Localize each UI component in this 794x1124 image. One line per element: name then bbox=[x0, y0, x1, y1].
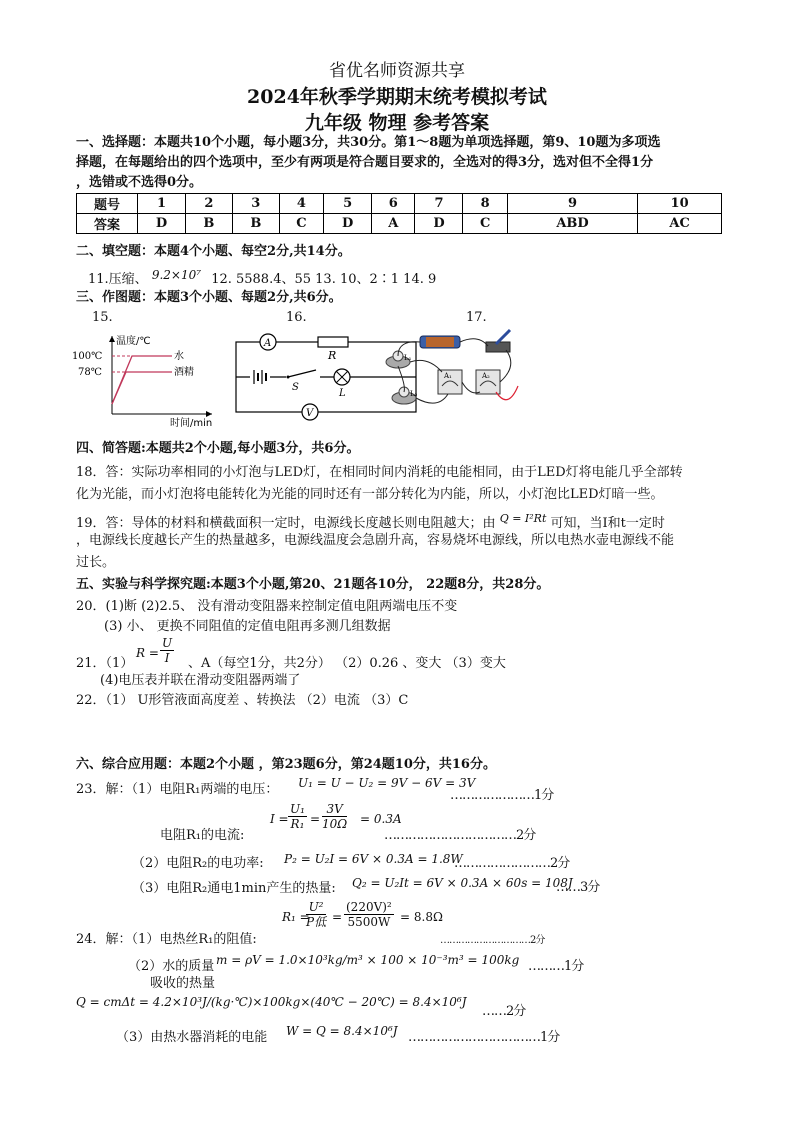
s5-title: 五、实验与科学探究题:本题3个小题,第20、21题各10分， 22题8分，共28分。 bbox=[76, 577, 550, 592]
q24-step1-score: …………………………2分 bbox=[440, 935, 545, 946]
answer-cell: AC bbox=[638, 214, 722, 234]
label-16: 16. bbox=[286, 310, 307, 325]
q23-step2-label: （2）电阻R₂的电功率: bbox=[132, 856, 264, 871]
q23-frac1 bbox=[288, 802, 307, 831]
label-17: 17. bbox=[466, 310, 487, 325]
question-number: 5 bbox=[324, 194, 372, 214]
q23-current-label: 电阻R₁的电流: bbox=[160, 828, 245, 843]
answer-cell: B bbox=[232, 214, 279, 234]
s1-intro-3: ，选错或不选得0分。 bbox=[76, 175, 203, 190]
answer-11b: 9.2×10⁷ bbox=[151, 268, 202, 282]
q23-step2-formula: P₂ = U₂I = 6V × 0.3A = 1.8W bbox=[284, 852, 463, 866]
photo-a2: A₂ bbox=[482, 372, 490, 380]
answer-key-title: 九年级 物理 参考答案 bbox=[304, 112, 490, 134]
question-number: 7 bbox=[415, 194, 463, 214]
answer-cell: C bbox=[463, 214, 507, 234]
graph-water: 水 bbox=[174, 351, 184, 362]
graph-100: 100℃ bbox=[72, 351, 103, 362]
graph-78: 78℃ bbox=[78, 367, 102, 378]
answer-cell: C bbox=[279, 214, 323, 234]
answer-table bbox=[76, 193, 722, 234]
q21-numerator: U bbox=[162, 636, 173, 650]
q19-text-b: 可知，当I和t一定时 bbox=[550, 516, 665, 531]
answer-cell: A bbox=[372, 214, 415, 234]
q24-heat-formula: Q = cmΔt = 4.2×10³J/(kg·℃)×100kg×(40℃ − 20℃) = 8.4×10⁶J bbox=[76, 995, 467, 1009]
answer-label: 答案 bbox=[77, 214, 138, 234]
q24-step2-score: ………1分 bbox=[528, 959, 584, 974]
s6-title: 六、综合应用题：本题2个小题 ，第23题6分，第24题10分，共16分。 bbox=[76, 757, 496, 772]
q23-step3-label: （3）电阻R₂通电1min产生的热量: bbox=[132, 881, 336, 896]
resistor-label: R bbox=[328, 349, 337, 362]
q21-prefix: 21．（1） bbox=[76, 656, 134, 671]
q24-step3-label: （3）由热水器消耗的电能 bbox=[116, 1030, 268, 1045]
source-line: 省优名师资源共享 bbox=[329, 61, 465, 81]
q23-step1-score: …………………1分 bbox=[450, 788, 554, 803]
q23-step1-formula: U₁ = U − U₂ = 9V − 6V = 3V bbox=[298, 776, 476, 790]
q21-formula-fraction bbox=[160, 636, 174, 665]
answer-table-number-row bbox=[77, 194, 722, 214]
q24-heat-label: 吸收的热量 bbox=[150, 976, 216, 991]
q19-line1 bbox=[76, 510, 665, 533]
q18-line1: 18．答：实际功率相同的小灯泡与LED灯，在相同时间内消耗的电能相同，由于LED灯将电能几乎全部转 bbox=[76, 465, 683, 480]
graph-alcohol: 酒精 bbox=[174, 367, 194, 378]
answer-cell: ABD bbox=[507, 214, 637, 234]
q23-step2-score: ……………………2分 bbox=[454, 856, 570, 871]
exam-title: 2024年秋季学期期末统考模拟考试 bbox=[247, 86, 547, 108]
lamp-label: L bbox=[339, 388, 346, 399]
s2-answers bbox=[88, 266, 436, 289]
q24-r-lhs: R₁ = bbox=[282, 910, 310, 924]
q23-frac2-d: 10Ω bbox=[322, 817, 348, 831]
switch-label: S bbox=[292, 382, 299, 393]
q19-line3: 过长。 bbox=[76, 555, 116, 570]
q24-frac2 bbox=[344, 900, 394, 929]
q23-i-lhs: I = bbox=[270, 812, 289, 826]
q19-line2: ，电源线长度越长产生的热量越多，电源线温度会急剧升高，容易烧坏电源线，所以电热水壶电源线不能 bbox=[76, 533, 675, 548]
q20-line2: (3) 小、 更换不同阻值的定值电阻再多测几组数据 bbox=[104, 619, 391, 634]
q24-heat-score: ……2分 bbox=[482, 1004, 526, 1019]
alcohol-curve bbox=[112, 372, 172, 404]
answer-cell: B bbox=[185, 214, 232, 234]
q24-step1-label: 24．解：（1）电热丝R₁的阻值: bbox=[76, 932, 257, 947]
q23-i-rhs: = 0.3A bbox=[360, 812, 402, 826]
question-number: 9 bbox=[507, 194, 637, 214]
q21-formula-lhs: R = bbox=[136, 646, 159, 660]
q23-frac1-n: U₁ bbox=[290, 802, 305, 816]
photo-l2: L₂ bbox=[410, 390, 418, 398]
q24-frac1 bbox=[306, 900, 326, 929]
ammeter-label: A bbox=[264, 338, 272, 349]
q24-step3-formula: W = Q = 8.4×10⁶J bbox=[286, 1024, 398, 1038]
q23-eq: = bbox=[310, 812, 321, 826]
answer-cell: D bbox=[415, 214, 463, 234]
q24-frac2-d: 5500W bbox=[347, 915, 391, 929]
answer-table-answer-row bbox=[77, 214, 722, 234]
q23-step3-formula: Q₂ = U₂It = 6V × 0.3A × 60s = 108J bbox=[352, 876, 573, 890]
q24-frac1-n: U² bbox=[306, 900, 326, 915]
question-number: 1 bbox=[138, 194, 186, 214]
q24-step3-score: ……………………………1分 bbox=[408, 1030, 560, 1045]
q22-line: 22．（1） U形管液面高度差 、转换法 （2）电流 （3）C bbox=[76, 693, 409, 708]
q23-current-score: ……………………………2分 bbox=[384, 828, 536, 843]
q24-frac2-n: (220V)² bbox=[346, 900, 392, 914]
water-curve bbox=[112, 356, 172, 404]
question-number: 3 bbox=[232, 194, 279, 214]
q24-eq: = bbox=[332, 910, 343, 924]
s1-intro-1: 一、选择题：本题共10个小题，每小题3分，共30分。第1～8题为单项选择题，第9、10题为多项选 bbox=[76, 135, 661, 150]
question-number: 8 bbox=[463, 194, 507, 214]
q20-line1: 20．(1)断 (2)2.5、 没有滑动变阻器来控制定值电阻两端电压不变 bbox=[76, 599, 458, 614]
answer-cell: D bbox=[324, 214, 372, 234]
s3-title: 三、作图题：本题3个小题、每题2分,共6分。 bbox=[76, 290, 342, 305]
q21-denominator: I bbox=[164, 651, 170, 665]
answer-11a: 11.压缩、 bbox=[88, 272, 148, 287]
q21-suffix: 、A（每空1分，共2分） （2）0.26 、变大 （3）变大 bbox=[188, 656, 506, 671]
physical-circuit-image bbox=[378, 326, 528, 418]
question-number: 4 bbox=[279, 194, 323, 214]
q23-frac1-d: R₁ bbox=[290, 817, 305, 831]
photo-a1: A₁ bbox=[444, 372, 452, 380]
s1-intro-2: 择题，在每题给出的四个选项中，至少有两项是符合题目要求的，全选对的得3分，选对但不全得1分 bbox=[76, 155, 654, 170]
resistor-icon bbox=[318, 337, 348, 347]
q24-step2-formula: m = ρV = 1.0×10³kg/m³ × 100 × 10⁻³m³ = 100kg bbox=[216, 953, 520, 967]
question-number: 10 bbox=[638, 194, 722, 214]
q19-text-a: 19．答：导体的材料和横截面积一定时，电源线长度越长则电阻越大；由 bbox=[76, 516, 496, 531]
q23-frac2 bbox=[322, 802, 347, 831]
q24-r-rhs: = 8.8Ω bbox=[400, 910, 443, 924]
s4-title: 四、简答题:本题共2个小题,每小题3分，共6分。 bbox=[76, 441, 360, 456]
q23-frac2-n: 3V bbox=[322, 802, 347, 817]
label-15: 15. bbox=[92, 310, 113, 325]
q24-frac1-d: P低 bbox=[306, 915, 327, 929]
answer-12-14: 12. 5588.4、55 13. 10、2∶1 14. 9 bbox=[211, 272, 437, 287]
q23-step1-label: 23．解：（1）电阻R₁两端的电压： bbox=[76, 782, 279, 797]
voltmeter-label: V bbox=[306, 408, 314, 419]
question-number: 6 bbox=[372, 194, 415, 214]
question-number-label: 题号 bbox=[77, 194, 138, 214]
graph-ylabel: 温度/℃ bbox=[116, 336, 151, 347]
q23-step3-score: ……3分 bbox=[556, 880, 600, 895]
temperature-graph bbox=[72, 330, 232, 430]
q18-line2: 化为光能，而小灯泡将电能转化为光能的同时还有一部分转化为内能，所以，小灯泡比LED灯暗一些。 bbox=[76, 487, 664, 502]
graph-xlabel: 时间/min bbox=[170, 418, 213, 429]
q21-line2: (4)电压表并联在滑动变阻器两端了 bbox=[100, 673, 301, 688]
answer-cell: D bbox=[138, 214, 186, 234]
photo-l1: L₁ bbox=[404, 354, 412, 362]
q24-step2-label: （2）水的质量 bbox=[128, 959, 215, 974]
s2-title: 二、填空题：本题4个小题、每空2分,共14分。 bbox=[76, 244, 351, 259]
q19-formula: Q = I²Rt bbox=[499, 512, 547, 525]
question-number: 2 bbox=[185, 194, 232, 214]
